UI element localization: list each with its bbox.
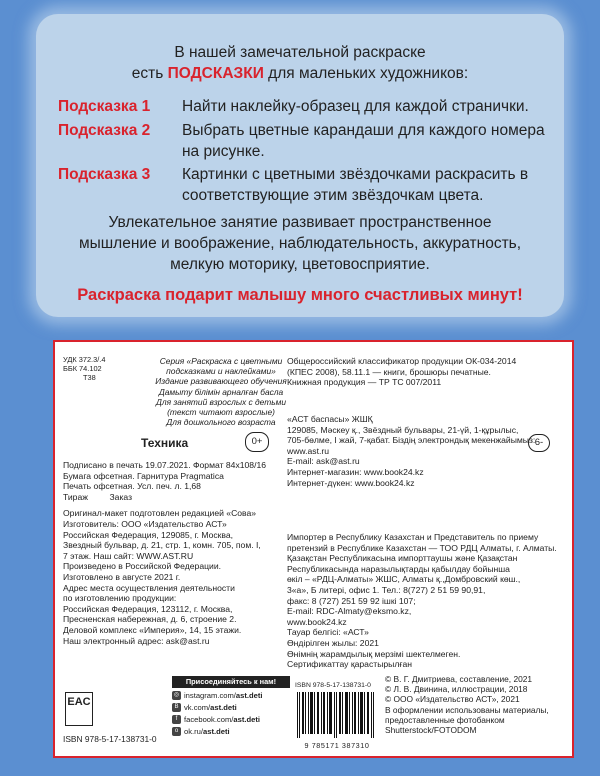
- ok-icon: о: [172, 727, 181, 736]
- social-link-ok[interactable]: о ok.ru/ ast.deti: [172, 727, 290, 736]
- age-rating-badge-kz: 6-: [528, 434, 550, 452]
- udk-codes: УДК 372.3/.4 ББК 74.102 Т38: [63, 355, 106, 382]
- age-rating-badge: 0+: [245, 432, 269, 452]
- hint-label: Подсказка 2: [58, 122, 151, 139]
- social-links: [172, 676, 290, 736]
- development-text: Увлекательное занятие развивает пространственное мышление и воображение, наблюдательность, аккуратность, мелкую моторику, цветовосприятие.: [78, 214, 522, 273]
- social-header: Присоединяйтесь к нам!: [172, 676, 290, 688]
- intro-line-2: есть ПОДСКАЗКИ для маленьких художников:: [131, 65, 469, 82]
- facebook-icon: f: [172, 715, 181, 724]
- hint-label: Подсказка 1: [58, 98, 151, 115]
- hint-text: Картинки с цветными звёздочками раскрасить в соответствующие этим звёздочкам цвета.: [182, 166, 529, 204]
- barcode-block: [295, 682, 379, 751]
- hint-text: Найти наклейку-образец для каждой странички.: [182, 98, 529, 115]
- isbn-right: ISBN 978-5-17-138731-0: [295, 682, 371, 689]
- barcode-icon: [295, 692, 379, 738]
- social-link-facebook[interactable]: f facebook.com/ ast.deti: [172, 715, 290, 724]
- social-link-instagram[interactable]: ◎ instagram.com/ ast.deti: [173, 691, 263, 700]
- ast-kazakh-info: «АСТ баспасы» ЖШҚ 129085, Мәскеу қ., Звёздный бульвары, 21-үй, 1-құрылыс, 705-бөлме, I жай, 7-қабат. Біздің электрондық мекенжайымыз: www.ast.ru E-mail: ask@ast.ru Интернет-магазин: www.book24.kz Интернет-дүкен: www.book24.kz: [287, 414, 536, 488]
- info-panel: [36, 14, 564, 317]
- hint-label: Подсказка 3: [58, 166, 151, 183]
- intro-line-1: В нашей замечательной раскраске: [174, 44, 426, 61]
- importer-info: Импортер в Республику Казахстан и Представитель по приему претензий в Республике Казахстан — ТОО РДЦ Алматы, г. Алматы. Қазақстан Республикасына импорттаушы және Қазақстан Республикасында наразылықтарды қабылдау бойынша өкіл – «РДЦ-Алматы» ЖШС, Алматы қ.,Домбровский көш., 3«а», Б литері, офис 1. Тел.: 8(727) 2 51 59 90,91, факс: 8 (727) 251 59 92 ішкі 107; E-mail: RDC-Almaty@eksmo.kz, www.book24.kz Тауар белгісі: «АСТ» Өндірілген жылы: 2021 Өнімнің жарамдылық мерзімі шектелмеген. Сертификаттау қарастырылған: [287, 532, 557, 670]
- product-classifier: Общероссийский классификатор продукции ОК-034-2014 (КПЕС 2008), 58.11.1 — книги, брошюры печатные. Книжная продукция — ТР ТС 007/2011: [287, 356, 517, 388]
- final-slogan: Раскраска подарит малышу много счастливых минут!: [77, 286, 523, 304]
- series-info: Серия «Раскраска с цветными подсказками и наклейками» Издание развивающего обучения Дамыту білімін арналған басла Для занятий взрослых с детьми (текст читают взрослые) Для дошкольного возраста: [155, 356, 287, 428]
- barcode-digits: 9 785171 387310: [304, 740, 370, 750]
- instagram-icon: ◎: [173, 692, 180, 698]
- hint-text: Выбрать цветные карандаши для каждого номера на рисунке.: [182, 122, 545, 160]
- intro-text: [36, 42, 564, 84]
- vk-icon: В: [172, 703, 181, 712]
- publication-info: Подписано в печать 19.07.2021. Формат 84х108/16 Бумага офсетная. Гарнитура Pragmatica Печать офсетная. Усл. печ. л. 1,68 Тираж Заказ Оригинал-макет подготовлен редакцией «Сова» Изготовитель: ООО «Издательство АСТ» Российская Федерация, 129085, г. Москва, Звездный бульвар, д. 21, стр. 1, комн. 705, пом. I, 7 этаж. Наш сайт: WWW.AST.RU Произведено в Российской Федерации. Изготовлено в августе 2021 г. Адрес места осуществления деятельности по изготовлению продукции: Российская Федерация, 123112, г. Москва, Пресненская набережная, д. 6, строение 2. Деловой комплекс «Империя», 14, 15 этажи. Наш электронный адрес: ask@ast.ru: [63, 460, 267, 646]
- isbn-left: ISBN 978-5-17-138731-0: [63, 734, 157, 744]
- eac-mark-icon: EAC: [65, 692, 93, 726]
- imprint-panel: [53, 340, 574, 758]
- hints-highlight: ПОДСКАЗКИ: [167, 65, 264, 82]
- book-title: Техника: [141, 436, 189, 450]
- social-link-vk[interactable]: В vk.com/ ast.deti: [172, 703, 290, 712]
- copyright-info: © В. Г. Дмитриева, составление, 2021 © Л. В. Двинина, иллюстрации, 2018 © ООО «Издательство АСТ», 2021 В оформлении использованы материалы, предоставленные фотобанком Shutterstock/FOTODOM: [385, 674, 549, 736]
